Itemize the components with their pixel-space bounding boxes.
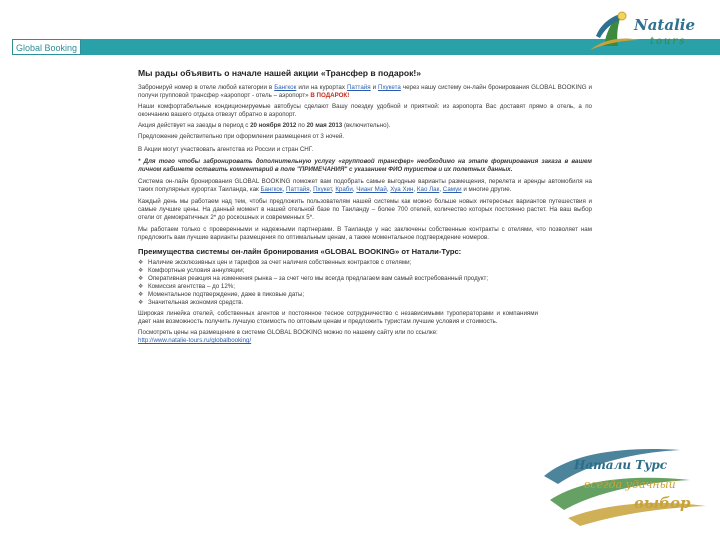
promo-condition: Предложение действительно при оформлении размещения от 3 ночей. [138,133,345,141]
text-fragment: и многие другие. [461,185,512,193]
link-pattaya[interactable]: Паттайя [346,84,371,91]
link-samui[interactable]: Самуи [442,185,462,193]
promo-eligibility: В Акции могут участвовать агентства из России и стран СНГ. [138,145,314,153]
partners-paragraph: Мы работаем только с проверенными и надежными партнерами. В Таиланде у нас заключены собственные контракты с отелями, что позволяет нам предложить вам лучшие варианты размещения по оптимальным ценам, а также моментальное подтверждение номеров. [138,226,592,242]
natalie-tours-logo[interactable] [582,6,700,54]
text-fragment: Акция действует на заезды в период с [138,122,251,130]
stamp-slogan-line2: выбор [634,494,691,512]
advantages-heading: Преимущества системы он-лайн бронирования «GLOBAL BOOKING» от Натали-Турс: [138,246,462,256]
link-khao-lak[interactable]: Као Лак [416,185,440,193]
hotel-base-paragraph: Каждый день мы работаем над тем, чтобы предложить пользователям нашей системы как можно больше новых интересных вариантов путешествия и самые лучшие цены. На данный момент в нашей отельной базе по Таиланду – более 700 отелей, количество которых постоянно растет. На ваш выбор отели от демократичных 2* до роскошных и современных 5*. [138,198,592,222]
list-item: ❖ Комфортные условия аннуляции; [138,267,592,275]
promo-paragraph-2: Наши комфортабельные кондиционируемые автобусы сделают Вашу поездку удобной и приятной: из аэропорта Вас доставят прямо в отель, а по окончанию вашего отдыха отвезут обратно в аэропорт. [138,103,592,119]
promo-dates [138,122,592,130]
list-item: ❖ Комиссия агентства – до 12%; [138,283,592,291]
text-fragment: и [370,84,379,91]
list-item: ❖ Оперативная реакция на изменения рынка – за счет чего мы всегда предлагаем вам самый востребованный продукт; [138,275,592,283]
text-fragment: Забронируй номер в отеле любой категории в [138,84,275,91]
link-krabi[interactable]: Краби [335,185,353,193]
date-start: 20 ноября 2012 [250,122,297,130]
link-pattaya-2[interactable]: Паттайя [286,185,310,193]
link-phuket-2[interactable]: Пхукет [313,185,332,193]
list-item: ❖ Наличие эксклюзивных цен и тарифов за счет наличия собственных контрактов с отелями; [138,259,592,267]
gift-highlight: В ПОДАРОК! [310,92,350,100]
closing-paragraph: Широкая линейка отелей, собственных агентов и постоянное тесное сотрудничество с независимыми туроператорами и компаниями дает нам возможность получить лучшую стоимость по оптовым ценам и предложить туристам лучшие условия и стоимость. [138,310,538,326]
list-item: ❖ Значительная экономия средств. [138,299,592,307]
promo-paragraph-1 [138,84,592,100]
link-hua-hin[interactable]: Хуа Хин [390,185,414,193]
global-booking-link[interactable]: http://www.natalie-tours.ru/globalbooking/ [138,337,252,345]
text-fragment: (включительно). [342,122,391,130]
promo-note: * Для того чтобы забронировать дополнительную услугу «групповой трансфер» необходимо на этапе формирования заказа в вашем личном кабинете оставить комментарий в поле "ПРИМЕЧАНИЯ" с указанием ФИО туристов и их полетных данных. [138,157,592,173]
text-fragment: через нашу систему он-лайн бронирования GLOBAL BOOKING и получи групповой трансфер «аэропорт - отель – аэропорт» [138,84,592,100]
system-description: Система он-лайн бронирования GLOBAL BOOKING поможет вам подобрать самые выгодные варианты размещения, перелета и аренды автомобиля на таких популярных курортах Таиланда, как Бангкок, Паттайя, Пхукет, Краби, Чианг Май, Хуа Хин, Као Лак, Самуи и многие другие. [138,177,592,193]
logo-icon [582,6,700,54]
advantages-list [138,259,592,308]
natalie-tours-stamp [540,440,710,532]
prices-paragraph [138,329,518,345]
logo-word-tours: tours [650,36,687,47]
text-fragment: по [296,122,307,130]
list-item: ❖ Моментальное подтверждение, даже в пиковые даты; [138,291,592,299]
logo-word-natalie: Natalie [634,16,696,34]
promo-title: Мы рады объявить о начале нашей акции «Трансфер в подарок!» [138,68,422,78]
link-phuket[interactable]: Пхукета [378,84,401,91]
global-booking-tab[interactable]: Global Booking [12,39,81,55]
text-fragment: Система он-лайн бронирования GLOBAL BOOKING поможет вам подобрать самые выгодные варианты размещения, перелета и аренды автомобиля на таких популярных курортах Таиланда, как [138,177,592,193]
link-chiang-mai[interactable]: Чианг Май [356,185,387,193]
stamp-brand-name: Натали Турс [574,458,668,472]
promo-document [138,68,592,520]
text-fragment: Посмотреть цены на размещение в системе GLOBAL BOOKING можно по нашему сайту или по ссылке: [138,329,438,337]
stamp-slogan-line1: всегда удачный [584,478,676,491]
link-bangkok-2[interactable]: Бангкок [260,185,283,193]
link-bangkok[interactable]: Бангкок [274,84,297,91]
text-fragment: или на курортах [296,84,347,91]
date-end: 20 мая 2013 [306,122,343,130]
